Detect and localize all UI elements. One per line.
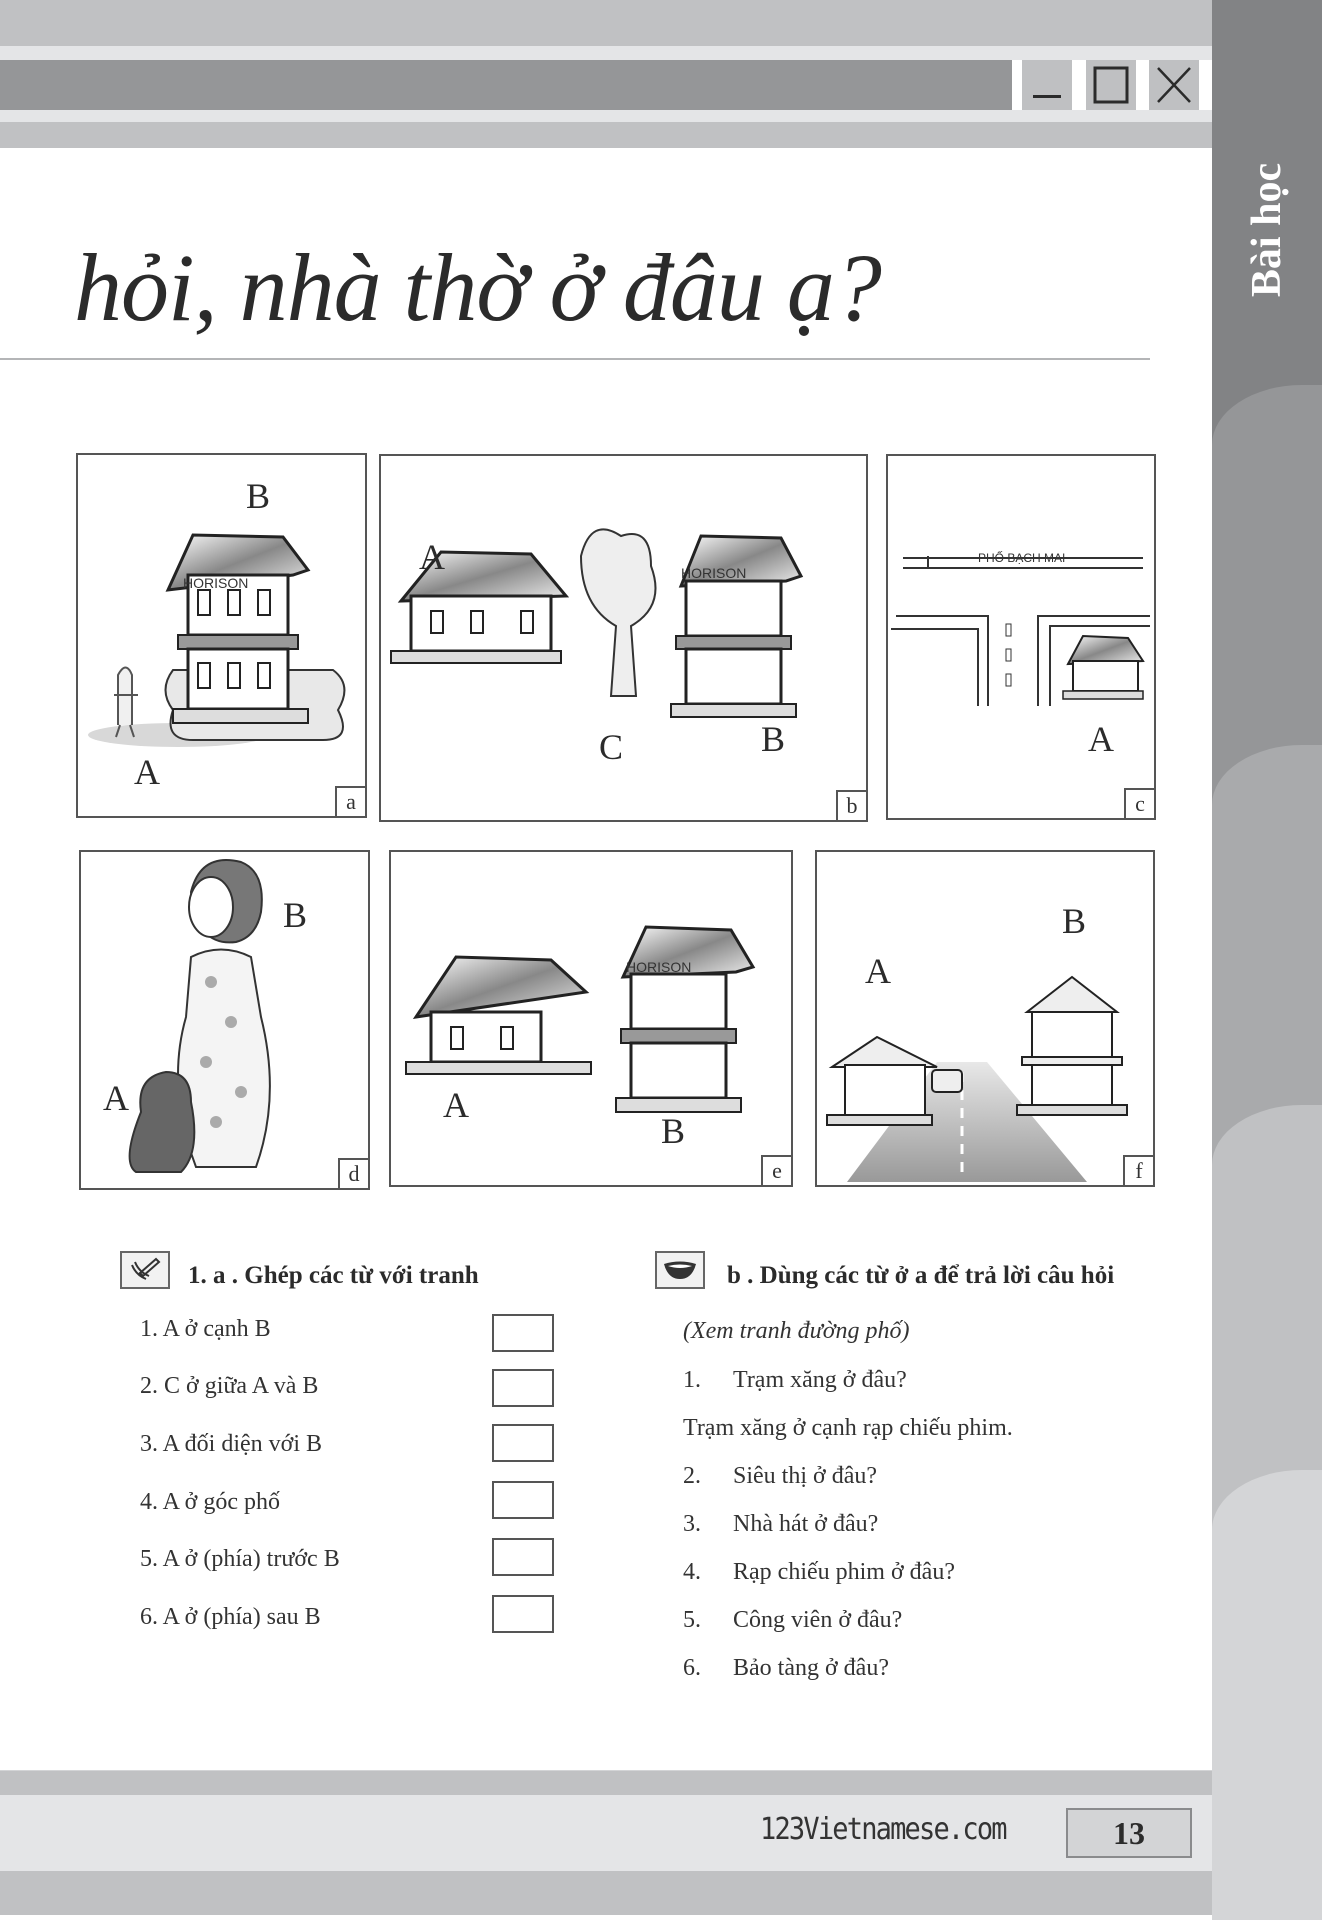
label-b: B — [1062, 901, 1087, 941]
house-two-story-illustration — [78, 455, 367, 818]
svg-text:PHỐ BẠCH MAI: PHỐ BẠCH MAI — [978, 551, 1066, 565]
minimize-button[interactable] — [1022, 60, 1072, 110]
answer-box-5[interactable] — [492, 1538, 554, 1576]
exercise-a-item: 3. A đối diện với B — [140, 1431, 323, 1457]
question-number: 6. — [683, 1655, 701, 1681]
woman-and-dog-illustration — [81, 852, 370, 1190]
page-edge — [1322, 0, 1328, 1920]
question-number: 1. — [683, 1367, 701, 1393]
top-border-bar — [0, 0, 1212, 47]
minimize-icon — [1027, 65, 1067, 105]
label-a: A — [419, 537, 445, 577]
close-icon — [1154, 65, 1194, 105]
page-title: hỏi, nhà thờ ở đâu ạ? — [74, 234, 881, 341]
sidebar-band — [1212, 1470, 1322, 1920]
exercise-a-item: 5. A ở (phía) trước B — [140, 1546, 340, 1572]
svg-text:HORISON: HORISON — [681, 565, 747, 581]
top-border-strip — [0, 110, 1212, 122]
label-a: A — [134, 752, 160, 792]
page-number: 13 — [1066, 1808, 1192, 1858]
exercise-b-note: (Xem tranh đường phố) — [683, 1318, 910, 1344]
question-6 — [683, 1655, 889, 1682]
question-number: 2. — [683, 1463, 701, 1489]
example-answer: Trạm xăng ở cạnh rạp chiếu phim. — [683, 1415, 1013, 1441]
road-with-houses-illustration — [817, 852, 1155, 1187]
footer-border-bar — [0, 1770, 1212, 1796]
question-text: Công viên ở đâu? — [733, 1607, 903, 1633]
answer-box-3[interactable] — [492, 1424, 554, 1462]
label-b: B — [661, 1111, 686, 1151]
top-border-bar — [0, 122, 1212, 148]
exercise-a-item: 2. C ở giữa A và B — [140, 1373, 319, 1399]
label-a: A — [865, 951, 891, 991]
panel-tag: b — [836, 790, 866, 820]
brand-logo-text: 123Vietnamese.com — [760, 1812, 1006, 1847]
footer-strip — [0, 1795, 1212, 1871]
top-border-strip — [0, 46, 1212, 60]
panel-tag: e — [761, 1155, 791, 1185]
label-a: A — [443, 1085, 469, 1125]
label-a: A — [1088, 719, 1114, 759]
panel-tag: d — [338, 1158, 368, 1188]
speaking-mouth-icon — [655, 1251, 705, 1289]
panel-tag: a — [335, 786, 365, 816]
question-text: Bảo tàng ở đâu? — [733, 1655, 889, 1681]
exercise-a-item: 6. A ở (phía) sau B — [140, 1604, 321, 1630]
exercise-a-header: 1. a . Ghép các từ với tranh — [188, 1262, 479, 1289]
picture-panel-c — [886, 454, 1156, 820]
lesson-sidebar — [1212, 0, 1322, 1920]
label-b: B — [761, 719, 786, 759]
label-a: A — [103, 1078, 129, 1118]
picture-panel-a — [76, 453, 367, 818]
street-corner-illustration — [888, 456, 1156, 820]
question-text: Siêu thị ở đâu? — [733, 1463, 877, 1489]
question-3 — [683, 1511, 878, 1538]
picture-panel-d — [79, 850, 370, 1190]
question-number: 5. — [683, 1607, 701, 1633]
svg-text:HORISON: HORISON — [626, 959, 692, 975]
close-button[interactable] — [1149, 60, 1199, 110]
svg-text:HORISON: HORISON — [183, 575, 249, 591]
question-text: Trạm xăng ở đâu? — [733, 1367, 907, 1393]
question-4 — [683, 1559, 955, 1586]
question-number: 3. — [683, 1511, 701, 1537]
question-number: 4. — [683, 1559, 701, 1585]
window-title-bar[interactable] — [0, 60, 1012, 110]
label-b: B — [283, 895, 308, 935]
question-1 — [683, 1367, 907, 1394]
picture-panel-f — [815, 850, 1155, 1187]
two-houses-illustration — [391, 852, 793, 1187]
answer-box-6[interactable] — [492, 1595, 554, 1633]
houses-and-tree-illustration — [381, 456, 868, 822]
maximize-icon — [1091, 65, 1131, 105]
question-text: Nhà hát ở đâu? — [733, 1511, 879, 1537]
pencil-writing-icon — [120, 1251, 170, 1289]
question-text: Rạp chiếu phim ở đâu? — [733, 1559, 955, 1585]
panel-tag: c — [1124, 788, 1154, 818]
footer-border-bar — [0, 1871, 1212, 1915]
answer-box-1[interactable] — [492, 1314, 554, 1352]
label-b: B — [246, 476, 271, 516]
answer-box-2[interactable] — [492, 1369, 554, 1407]
picture-panel-e — [389, 850, 793, 1187]
question-5 — [683, 1607, 902, 1634]
answer-box-4[interactable] — [492, 1481, 554, 1519]
maximize-button[interactable] — [1086, 60, 1136, 110]
sidebar-label-text: Bài học — [1244, 162, 1290, 298]
sidebar-label — [1212, 140, 1322, 320]
exercise-a-item: 1. A ở cạnh B — [140, 1316, 271, 1342]
question-2 — [683, 1463, 877, 1490]
title-divider — [0, 358, 1150, 360]
exercise-b-header: b . Dùng các từ ở a để trả lời câu hỏi — [727, 1262, 1115, 1289]
panel-tag: f — [1123, 1155, 1153, 1185]
picture-panel-b — [379, 454, 868, 822]
exercise-a-item: 4. A ở góc phố — [140, 1489, 281, 1515]
label-c: C — [599, 727, 624, 767]
